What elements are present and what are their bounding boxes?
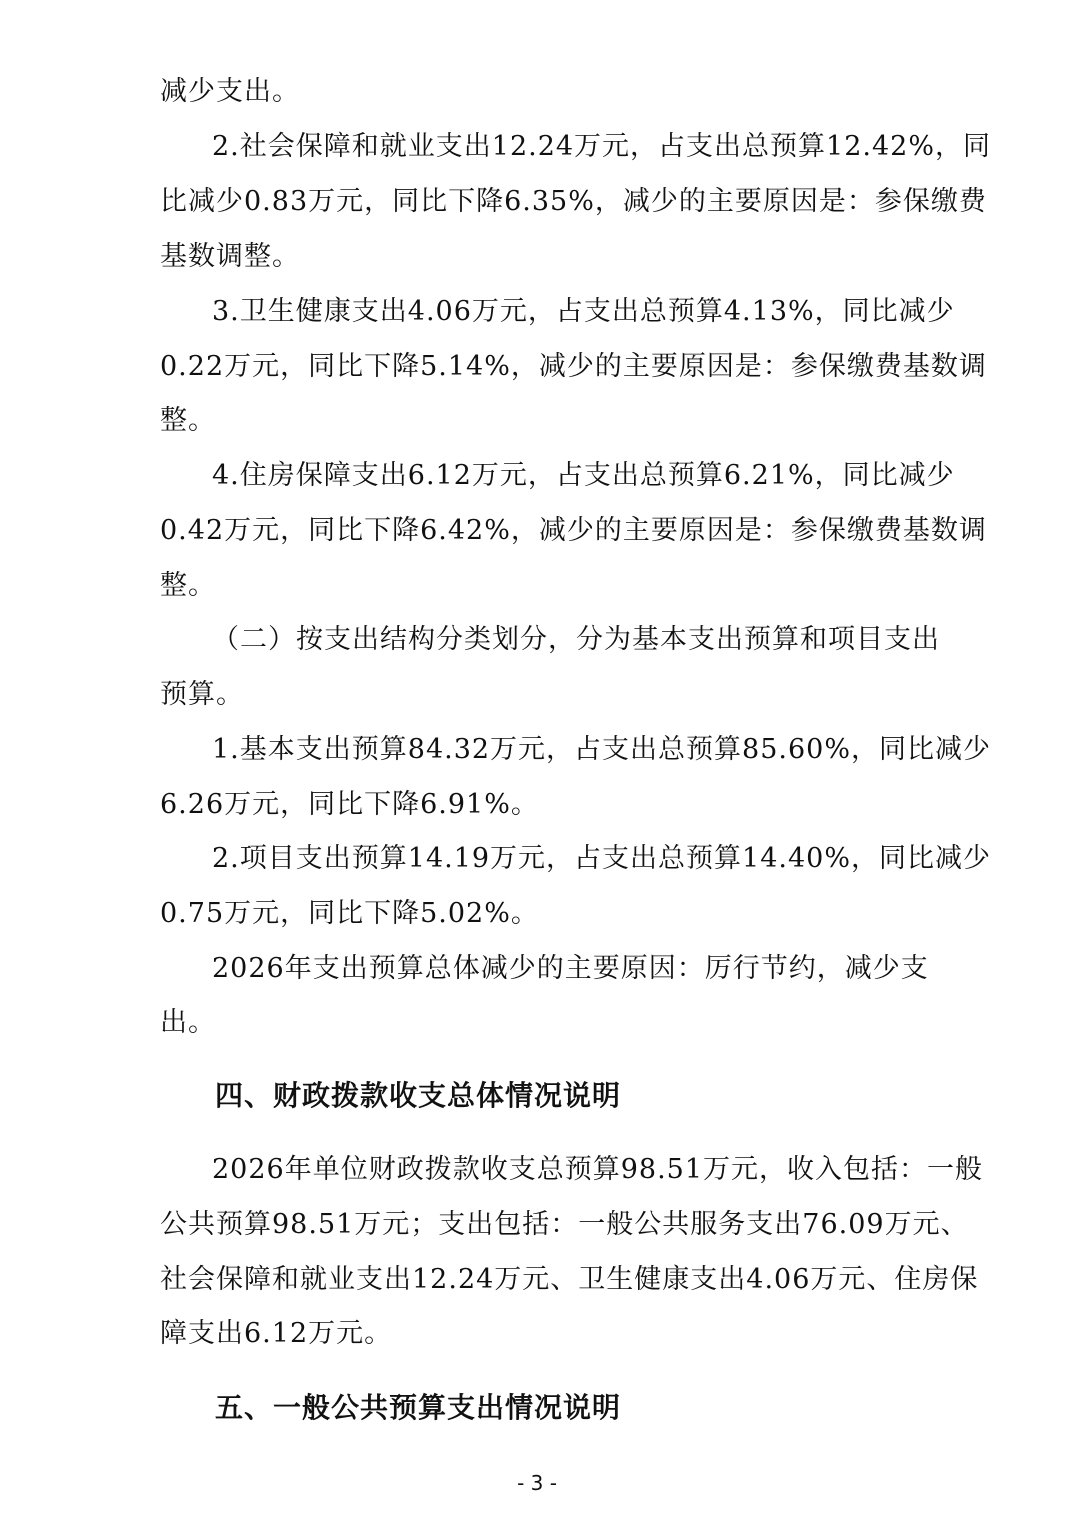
paragraph-line: 2.项目支出预算14.19万元，占支出总预算14.40%，同比减少 (212, 843, 992, 874)
paragraph-line: 出。 (160, 1007, 216, 1038)
section-heading-four: 四、财政拨款收支总体情况说明 (215, 1079, 622, 1112)
paragraph-line: 基数调整。 (160, 241, 300, 272)
paragraph-line: 2026年单位财政拨款收支总预算98.51万元，收入包括：一般 (212, 1154, 984, 1185)
paragraph-line: 社会保障和就业支出12.24万元、卫生健康支出4.06万元、住房保 (160, 1264, 979, 1295)
paragraph-line: 公共预算98.51万元；支出包括：一般公共服务支出76.09万元、 (160, 1209, 969, 1240)
paragraph-line: 预算。 (160, 679, 244, 710)
paragraph-line: 4.住房保障支出6.12万元，占支出总预算6.21%，同比减少 (212, 460, 955, 491)
paragraph-line: 0.42万元，同比下降6.42%，减少的主要原因是：参保缴费基数调 (160, 515, 987, 546)
paragraph-line: 整。 (160, 405, 216, 436)
paragraph-line: 0.22万元，同比下降5.14%，减少的主要原因是：参保缴费基数调 (160, 351, 987, 382)
paragraph-line: 0.75万元，同比下降5.02%。 (160, 898, 539, 929)
section-heading-five: 五、一般公共预算支出情况说明 (215, 1391, 622, 1424)
paragraph-line: 比减少0.83万元，同比下降6.35%，减少的主要原因是：参保缴费 (160, 186, 987, 217)
paragraph-line: 1.基本支出预算84.32万元，占支出总预算85.60%，同比减少 (212, 734, 992, 765)
paragraph-line: （二）按支出结构分类划分，分为基本支出预算和项目支出 (212, 624, 940, 655)
page-number: - 3 - (517, 1471, 557, 1495)
paragraph-line: 障支出6.12万元。 (160, 1318, 393, 1349)
paragraph-line: 2.社会保障和就业支出12.24万元，占支出总预算12.42%，同 (212, 131, 992, 162)
paragraph-line: 2026年支出预算总体减少的主要原因：厉行节约，减少支 (212, 953, 929, 984)
paragraph-line: 减少支出。 (160, 76, 300, 107)
paragraph-line: 6.26万元，同比下降6.91%。 (160, 789, 539, 820)
paragraph-line: 整。 (160, 570, 216, 601)
paragraph-line: 3.卫生健康支出4.06万元，占支出总预算4.13%，同比减少 (212, 296, 955, 327)
